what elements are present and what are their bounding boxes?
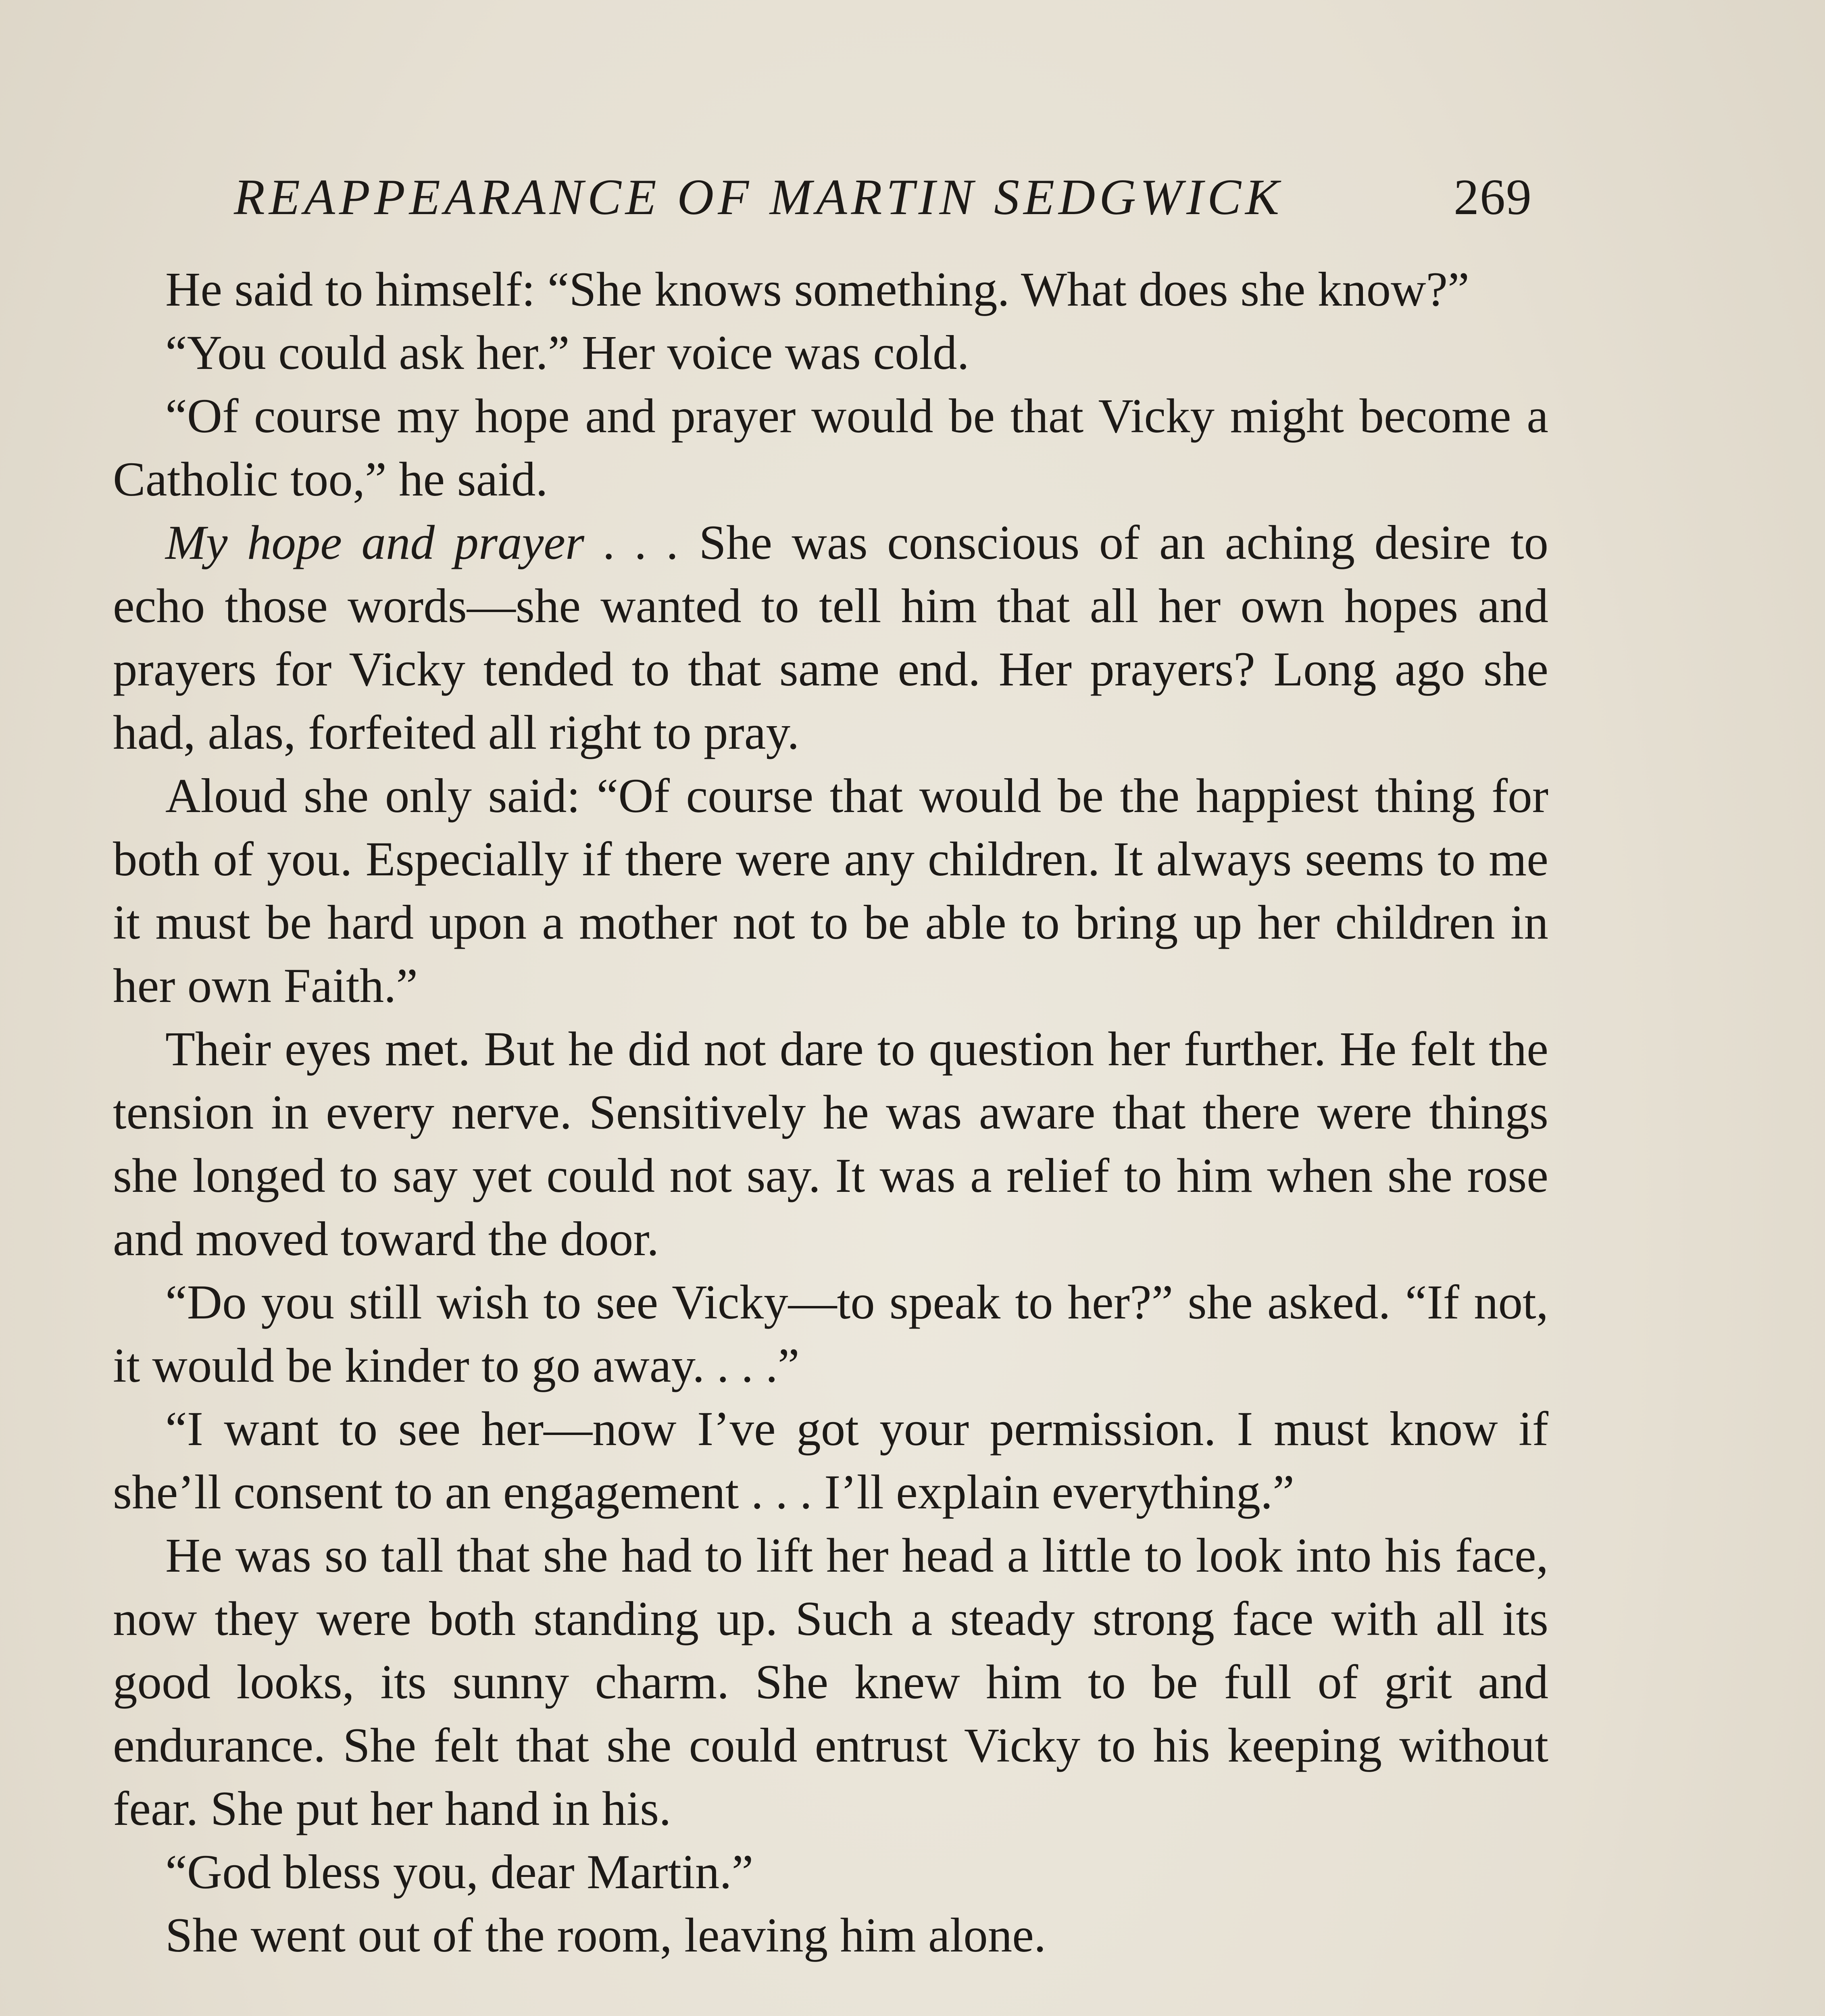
- paragraph: “God bless you, dear Martin.”: [165, 1845, 754, 1899]
- paragraph: He said to himself: “She knows something. What does she know?”: [165, 262, 1469, 317]
- page-number: 269: [1454, 169, 1532, 225]
- paragraph: “Of course my hope and prayer would be that Vicky might become a Catholic too,” he said.: [113, 389, 1548, 506]
- paragraph-rest: She was conscious of an aching desire to echo those words—she wanted to tell him that all her own hopes and prayers for Vicky tended to that same end. Her prayers? Long ago she had, alas, forfeited all right to pray.: [113, 516, 1548, 760]
- running-header: [234, 161, 1532, 234]
- chapter-title: REAPPEARANCE OF MARTIN SEDGWICK: [234, 169, 1283, 225]
- paragraph: “I want to see her—now I’ve got your permission. I must know if she’ll consent to an engagement . . . I’ll explain everything.”: [113, 1402, 1548, 1519]
- paragraph-italic-lead: [113, 511, 1548, 764]
- italic-phrase: My hope and prayer . . .: [165, 516, 680, 570]
- section-number: [113, 2012, 1548, 2016]
- body-text: [113, 258, 1548, 2016]
- paragraph: He was so tall that she had to lift her head a little to look into his face, now they were both standing up. Such a steady strong face with all its good looks, its sunny charm. She knew him to be full of grit and endurance. She felt that she could entrust Vicky to his keeping without fear. She put her hand in his.: [113, 1529, 1548, 1836]
- paragraph: “You could ask her.” Her voice was cold.: [165, 326, 969, 380]
- paragraph: She went out of the room, leaving him alone.: [165, 1908, 1046, 1962]
- paragraph: Aloud she only said: “Of course that would be the happiest thing for both of you. Especially if there were any children. It always seems to me it must be hard upon a mother not to be able to bring up her children in her own Faith.”: [113, 769, 1548, 1013]
- paragraph: Their eyes met. But he did not dare to question her further. He felt the tension in every nerve. Sensitively he was aware that there were things she longed to say yet could not say. It was a relief to him when she rose and moved toward the door.: [113, 1022, 1548, 1266]
- paragraph: “Do you still wish to see Vicky—to speak to her?” she asked. “If not, it would be kinder to go away. . . .”: [113, 1275, 1548, 1393]
